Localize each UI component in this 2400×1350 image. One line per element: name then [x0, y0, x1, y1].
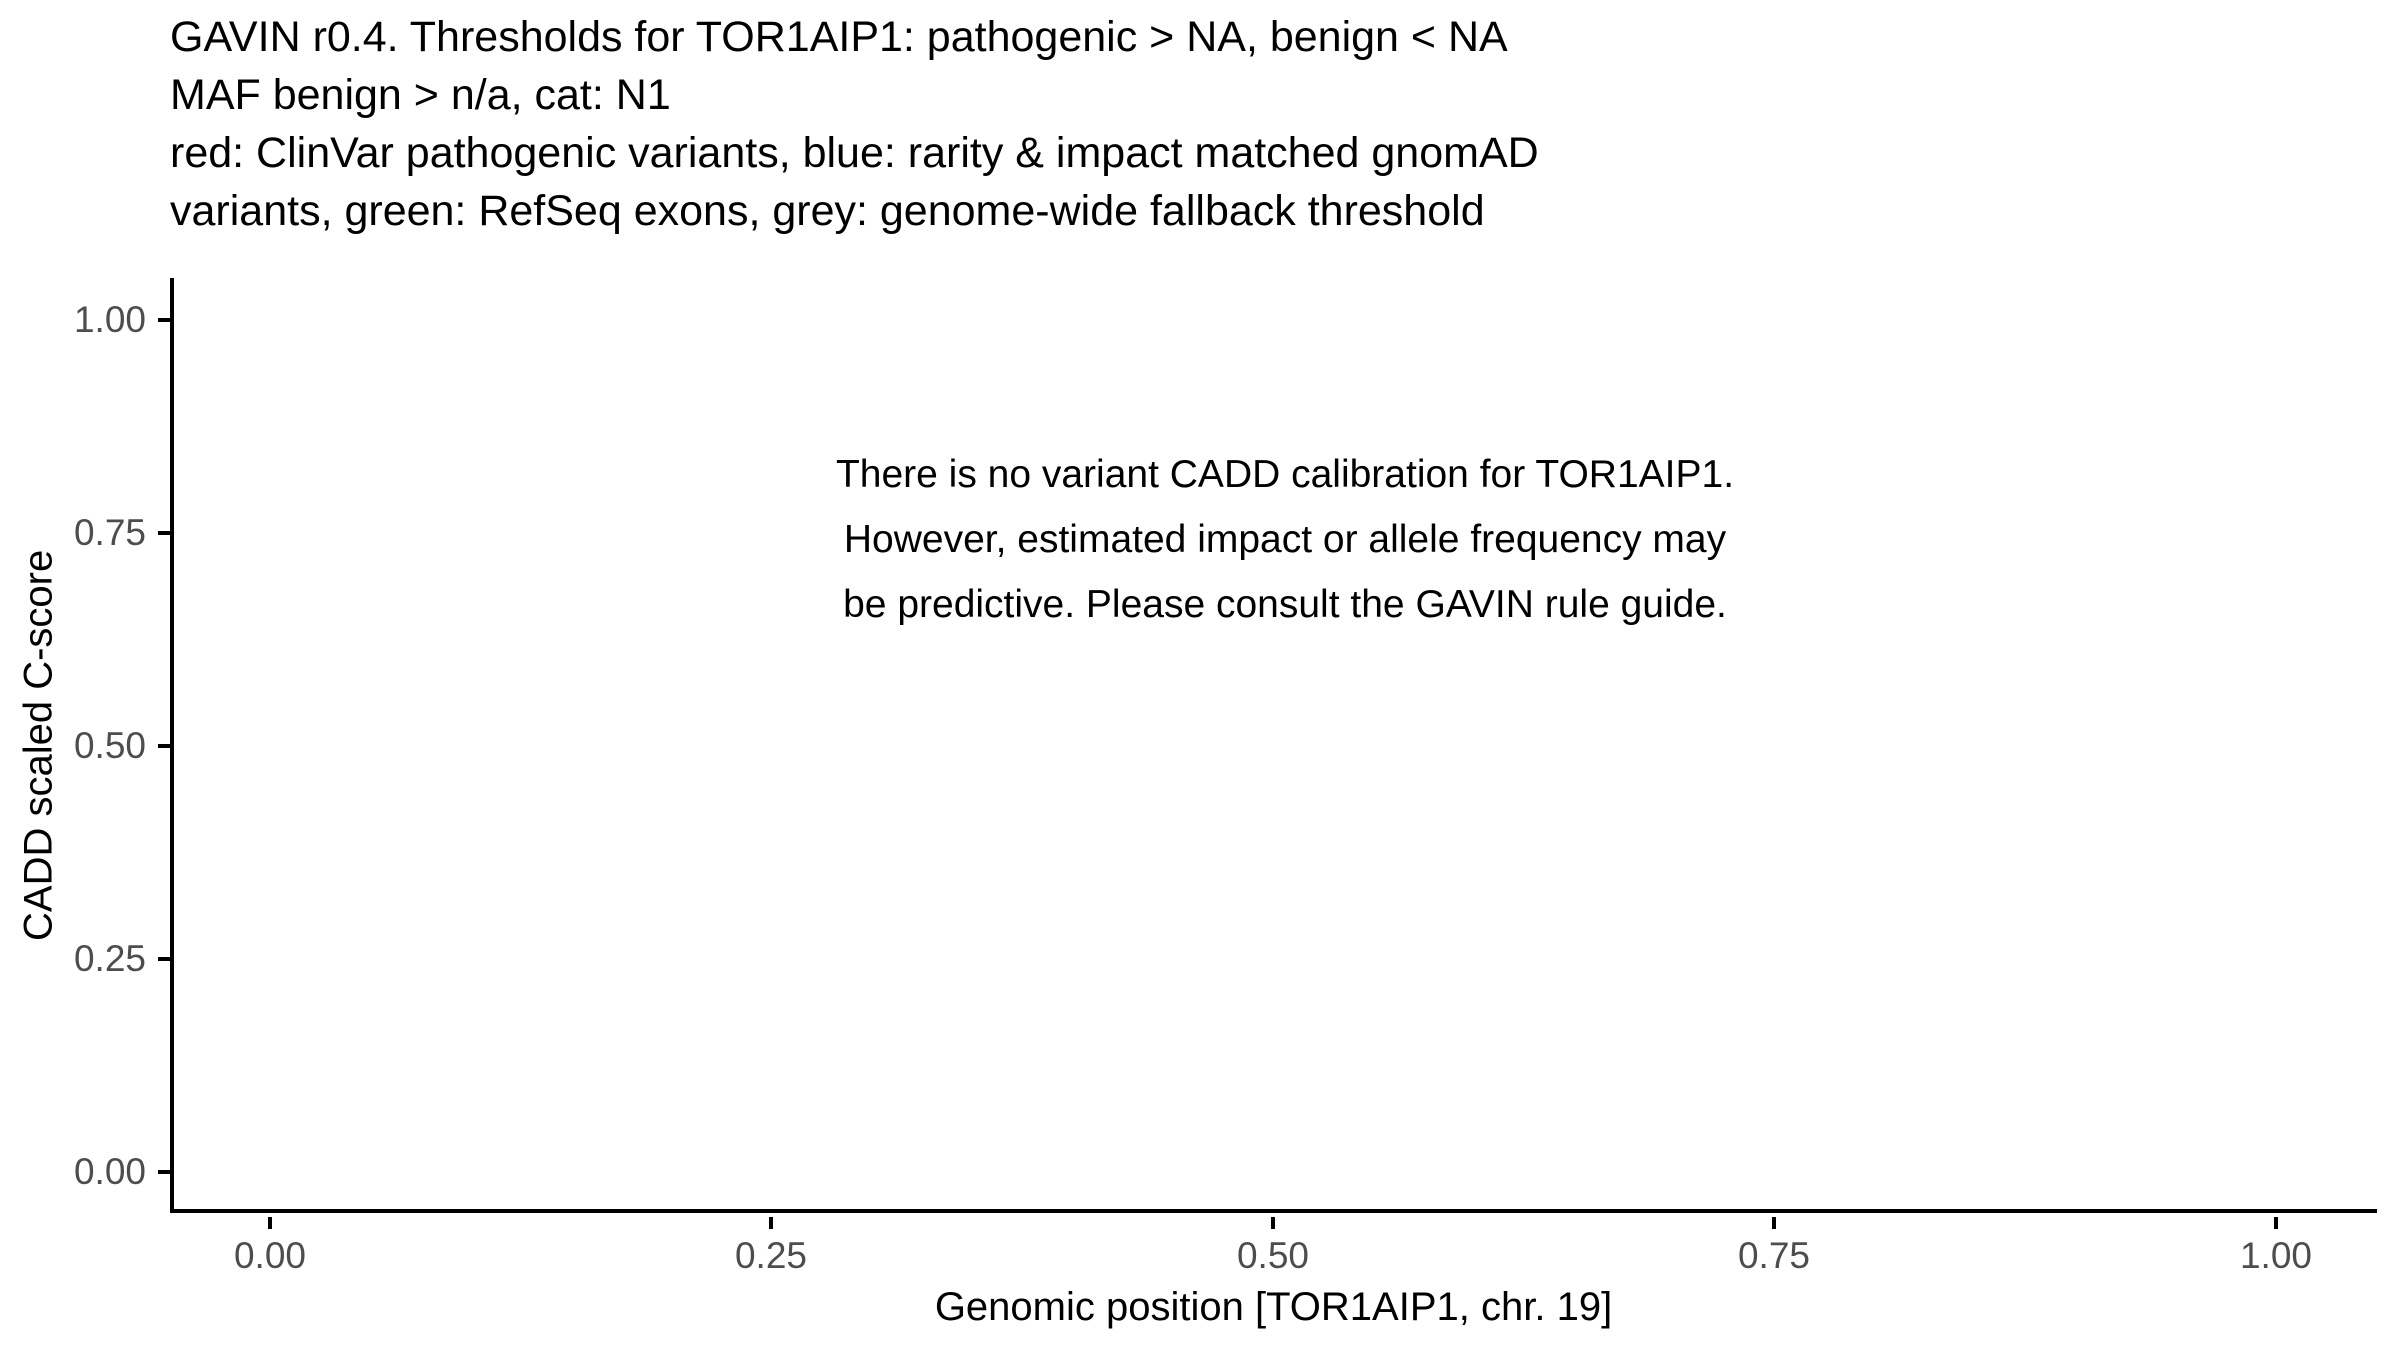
x-tick-label: 0.25 [734, 1235, 807, 1276]
y-tick-label: 0.25 [73, 938, 146, 979]
y-tick-label: 0.00 [73, 1151, 146, 1192]
x-tick-label: 0.75 [1737, 1235, 1810, 1276]
plot-title-line-3: red: ClinVar pathogenic variants, blue: rarity & impact matched gnomAD [170, 129, 1539, 177]
annotation-text [185, 442, 2385, 637]
x-tick-label: 0.00 [233, 1235, 306, 1276]
x-tick-mark [268, 1217, 272, 1229]
x-tick-mark [1772, 1217, 1776, 1229]
x-tick-mark [1271, 1217, 1275, 1229]
plot-title-line-2: MAF benign > n/a, cat: N1 [170, 71, 671, 119]
plot-panel [170, 278, 2377, 1213]
y-tick-mark [158, 744, 170, 748]
y-tick-mark [158, 531, 170, 535]
annotation-line-3: be predictive. Please consult the GAVIN rule guide. [843, 583, 1727, 626]
plot-title-line-1: GAVIN r0.4. Thresholds for TOR1AIP1: pathogenic > NA, benign < NA [170, 13, 1508, 61]
plot-title-line-4: variants, green: RefSeq exons, grey: genome-wide fallback threshold [170, 187, 1485, 235]
y-tick-label: 0.50 [73, 725, 146, 766]
y-tick-label: 1.00 [73, 299, 146, 340]
y-axis-title: CADD scaled C-score [16, 549, 61, 942]
y-tick-mark [158, 1170, 170, 1174]
y-tick-label: 0.75 [73, 512, 146, 553]
x-tick-mark [769, 1217, 773, 1229]
plot-title [170, 8, 1539, 240]
y-tick-mark [158, 957, 170, 961]
y-tick-mark [158, 318, 170, 322]
x-tick-mark [2274, 1217, 2278, 1229]
annotation-line-2: However, estimated impact or allele frequency may [843, 518, 1727, 561]
x-axis-title: Genomic position [TOR1AIP1, chr. 19] [934, 1285, 1613, 1329]
x-tick-label: 1.00 [2239, 1235, 2312, 1276]
annotation-line-1: There is no variant CADD calibration for TOR1AIP1. [835, 453, 1735, 496]
x-tick-label: 0.50 [1236, 1235, 1309, 1276]
